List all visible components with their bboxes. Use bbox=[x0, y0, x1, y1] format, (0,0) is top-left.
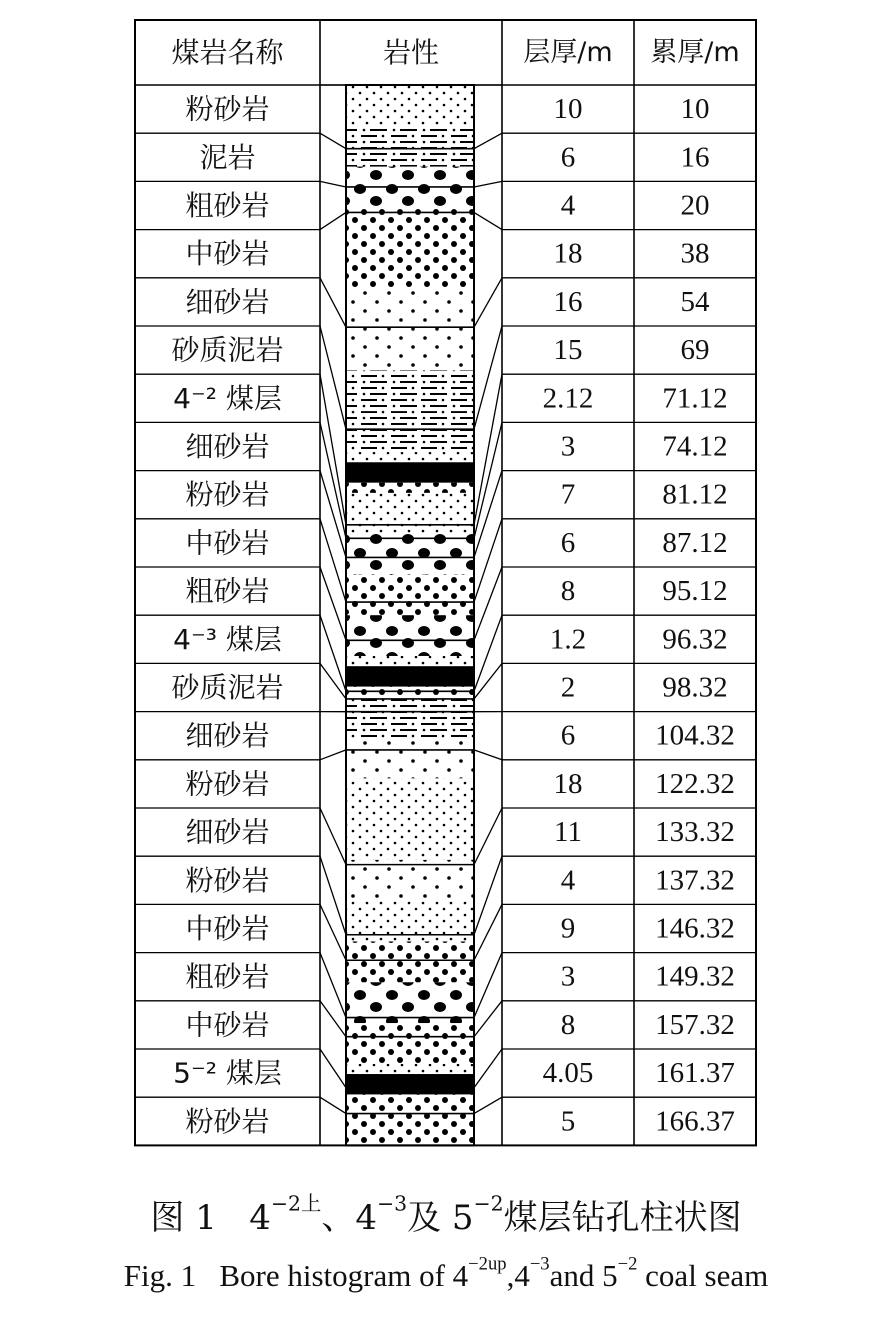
row-cumulative: 133.32 bbox=[655, 816, 735, 849]
row-cumulative: 10 bbox=[680, 93, 710, 126]
row-thickness: 10 bbox=[553, 93, 583, 126]
row-cumulative: 104.32 bbox=[655, 719, 735, 752]
header-name: 煤岩名称 bbox=[171, 36, 284, 69]
connector-left bbox=[320, 1097, 346, 1113]
connector-right bbox=[474, 1097, 502, 1113]
litho-band bbox=[346, 534, 474, 575]
litho-band bbox=[346, 1105, 474, 1146]
caption-en-label: Fig. 1 bbox=[123, 1258, 197, 1293]
litho-band bbox=[346, 452, 474, 462]
header-lithology: 岩性 bbox=[382, 36, 440, 69]
litho-band bbox=[346, 819, 474, 860]
connector-right bbox=[474, 904, 502, 960]
litho-band bbox=[346, 370, 474, 411]
row-thickness: 3 bbox=[560, 960, 576, 993]
litho-band bbox=[346, 615, 474, 656]
caption-en-sup: −2up bbox=[468, 1253, 507, 1275]
row-cumulative: 161.37 bbox=[655, 1057, 735, 1090]
row-cumulative: 137.32 bbox=[655, 864, 735, 897]
row-thickness: 4 bbox=[560, 864, 576, 897]
row-cumulative: 87.12 bbox=[662, 526, 728, 559]
litho-band bbox=[346, 697, 474, 738]
row-cumulative: 74.12 bbox=[662, 430, 728, 463]
caption-en-part: ,4 bbox=[506, 1258, 530, 1293]
coal-band bbox=[346, 666, 474, 686]
connector-right bbox=[474, 374, 502, 525]
row-cumulative: 157.32 bbox=[655, 1008, 735, 1041]
connector-left bbox=[320, 808, 346, 865]
row-thickness: 6 bbox=[560, 719, 576, 752]
row-thickness: 6 bbox=[560, 526, 576, 559]
row-name: 中砂岩 bbox=[185, 237, 270, 271]
row-cumulative: 81.12 bbox=[662, 478, 728, 511]
litho-band bbox=[346, 738, 474, 779]
connector-right bbox=[474, 278, 502, 327]
row-name: 4⁻³ 煤层 bbox=[173, 622, 282, 656]
litho-band bbox=[346, 85, 474, 126]
row-thickness: 5 bbox=[560, 1105, 576, 1138]
caption-en-part: Bore histogram of 4 bbox=[219, 1258, 469, 1293]
connector-left bbox=[320, 750, 346, 760]
connector-left bbox=[320, 567, 346, 640]
row-name: 4⁻² 煤层 bbox=[173, 381, 282, 415]
row-cumulative: 98.32 bbox=[662, 671, 728, 704]
row-cumulative: 16 bbox=[680, 141, 710, 174]
row-cumulative: 38 bbox=[680, 237, 710, 270]
connector-right bbox=[474, 326, 502, 429]
row-cumulative: 166.37 bbox=[655, 1105, 735, 1138]
connector-right bbox=[474, 181, 502, 187]
row-name: 粉砂岩 bbox=[185, 478, 270, 512]
litho-band bbox=[346, 860, 474, 901]
caption-cn-sup: −2 bbox=[473, 1191, 504, 1216]
caption-cn-part: 4 bbox=[249, 1198, 271, 1238]
figure-caption-cn bbox=[0, 1190, 892, 1239]
coal-band bbox=[346, 462, 474, 482]
caption-cn-part: 煤层钻孔柱状图 bbox=[503, 1198, 742, 1238]
connector-right bbox=[474, 856, 502, 935]
row-thickness: 1.2 bbox=[549, 623, 587, 656]
connector-left bbox=[320, 212, 346, 229]
connector-right bbox=[474, 750, 502, 760]
row-name: 细砂岩 bbox=[185, 815, 270, 849]
row-cumulative: 149.32 bbox=[655, 960, 735, 993]
row-name: 细砂岩 bbox=[185, 285, 270, 319]
litho-band bbox=[346, 411, 474, 452]
row-cumulative: 20 bbox=[680, 189, 710, 222]
row-name: 砂质泥岩 bbox=[171, 671, 284, 704]
connector-left bbox=[320, 904, 346, 960]
row-name: 中砂岩 bbox=[185, 526, 270, 560]
row-name: 砂质泥岩 bbox=[171, 333, 284, 367]
lithology-column bbox=[346, 85, 474, 1145]
row-thickness: 4 bbox=[560, 189, 576, 222]
litho-band bbox=[346, 248, 474, 289]
caption-cn-sup: −3 bbox=[377, 1191, 408, 1216]
row-cumulative: 71.12 bbox=[662, 382, 728, 415]
litho-band bbox=[346, 493, 474, 534]
connector-left bbox=[320, 519, 346, 602]
caption-cn-part: 、4 bbox=[321, 1198, 378, 1238]
connector-left bbox=[320, 615, 346, 691]
connector-left bbox=[320, 422, 346, 538]
litho-band bbox=[346, 1064, 474, 1074]
header-cumulative: 累厚/m bbox=[650, 37, 740, 68]
row-name: 中砂岩 bbox=[185, 1008, 270, 1042]
row-thickness: 3 bbox=[560, 430, 576, 463]
connector-left bbox=[320, 181, 346, 187]
row-thickness: 7 bbox=[560, 478, 576, 511]
row-name: 粗砂岩 bbox=[185, 960, 270, 994]
row-thickness: 18 bbox=[553, 767, 583, 800]
row-name: 粉砂岩 bbox=[185, 92, 270, 126]
connector-right bbox=[474, 422, 502, 538]
row-cumulative: 69 bbox=[680, 334, 710, 367]
row-thickness: 4.05 bbox=[542, 1057, 594, 1090]
litho-band bbox=[346, 289, 474, 330]
row-thickness: 16 bbox=[553, 285, 583, 318]
caption-en-part: and 5 bbox=[549, 1258, 618, 1293]
caption-cn-part: 及 5 bbox=[407, 1198, 474, 1238]
row-cumulative: 122.32 bbox=[655, 767, 735, 800]
connector-right bbox=[474, 615, 502, 691]
row-name: 细砂岩 bbox=[185, 719, 270, 753]
coal-band bbox=[346, 1074, 474, 1094]
connector-left bbox=[320, 856, 346, 935]
connector-left bbox=[320, 471, 346, 558]
row-thickness: 15 bbox=[553, 334, 583, 367]
connector-right bbox=[474, 567, 502, 640]
connector-right bbox=[474, 519, 502, 602]
row-name: 泥岩 bbox=[199, 140, 256, 174]
caption-en-part: coal seam bbox=[637, 1258, 769, 1293]
connector-left bbox=[320, 278, 346, 327]
header-thickness: 层厚/m bbox=[523, 37, 613, 68]
row-thickness: 11 bbox=[554, 816, 582, 849]
row-name: 粗砂岩 bbox=[185, 574, 270, 608]
litho-band bbox=[346, 1023, 474, 1064]
row-cumulative: 95.12 bbox=[662, 575, 728, 608]
litho-band bbox=[346, 778, 474, 819]
litho-band bbox=[346, 656, 474, 666]
connector-right bbox=[474, 471, 502, 558]
row-cumulative: 146.32 bbox=[655, 912, 735, 945]
row-thickness: 2.12 bbox=[542, 382, 594, 415]
connector-left bbox=[320, 1049, 346, 1088]
row-name: 粉砂岩 bbox=[185, 1104, 270, 1138]
row-thickness: 18 bbox=[553, 237, 583, 270]
row-thickness: 8 bbox=[560, 1008, 576, 1041]
caption-cn-sup: −2上 bbox=[270, 1191, 322, 1216]
row-thickness: 9 bbox=[560, 912, 576, 945]
row-name: 粉砂岩 bbox=[185, 767, 270, 801]
caption-cn-label: 图 1 bbox=[150, 1198, 217, 1238]
connector-right bbox=[474, 953, 502, 1018]
connector-left bbox=[320, 326, 346, 429]
litho-band bbox=[346, 483, 474, 493]
litho-band bbox=[346, 941, 474, 982]
row-cumulative: 54 bbox=[680, 285, 710, 318]
row-name: 细砂岩 bbox=[185, 430, 270, 463]
litho-band bbox=[346, 126, 474, 167]
connector-right bbox=[474, 212, 502, 229]
row-name: 5⁻² 煤层 bbox=[173, 1056, 282, 1090]
row-thickness: 2 bbox=[560, 671, 576, 704]
litho-band bbox=[346, 1094, 474, 1104]
row-thickness: 8 bbox=[560, 575, 576, 608]
caption-en-sup: −2 bbox=[617, 1253, 638, 1275]
connector-left bbox=[320, 374, 346, 525]
connector-left bbox=[320, 953, 346, 1018]
row-name: 粉砂岩 bbox=[185, 863, 270, 897]
connector-right bbox=[474, 1049, 502, 1088]
row-thickness: 6 bbox=[560, 141, 576, 174]
connector-right bbox=[474, 808, 502, 865]
figure-caption-en bbox=[0, 1253, 892, 1294]
litho-band bbox=[346, 207, 474, 248]
litho-band bbox=[346, 574, 474, 615]
row-name: 粗砂岩 bbox=[185, 189, 270, 222]
connector-left bbox=[320, 133, 346, 149]
row-name: 中砂岩 bbox=[185, 912, 270, 945]
connector-right bbox=[474, 133, 502, 149]
row-cumulative: 96.32 bbox=[662, 623, 728, 656]
litho-band bbox=[346, 330, 474, 371]
caption-en-sup: −3 bbox=[529, 1253, 550, 1275]
connector-right bbox=[474, 1001, 502, 1037]
